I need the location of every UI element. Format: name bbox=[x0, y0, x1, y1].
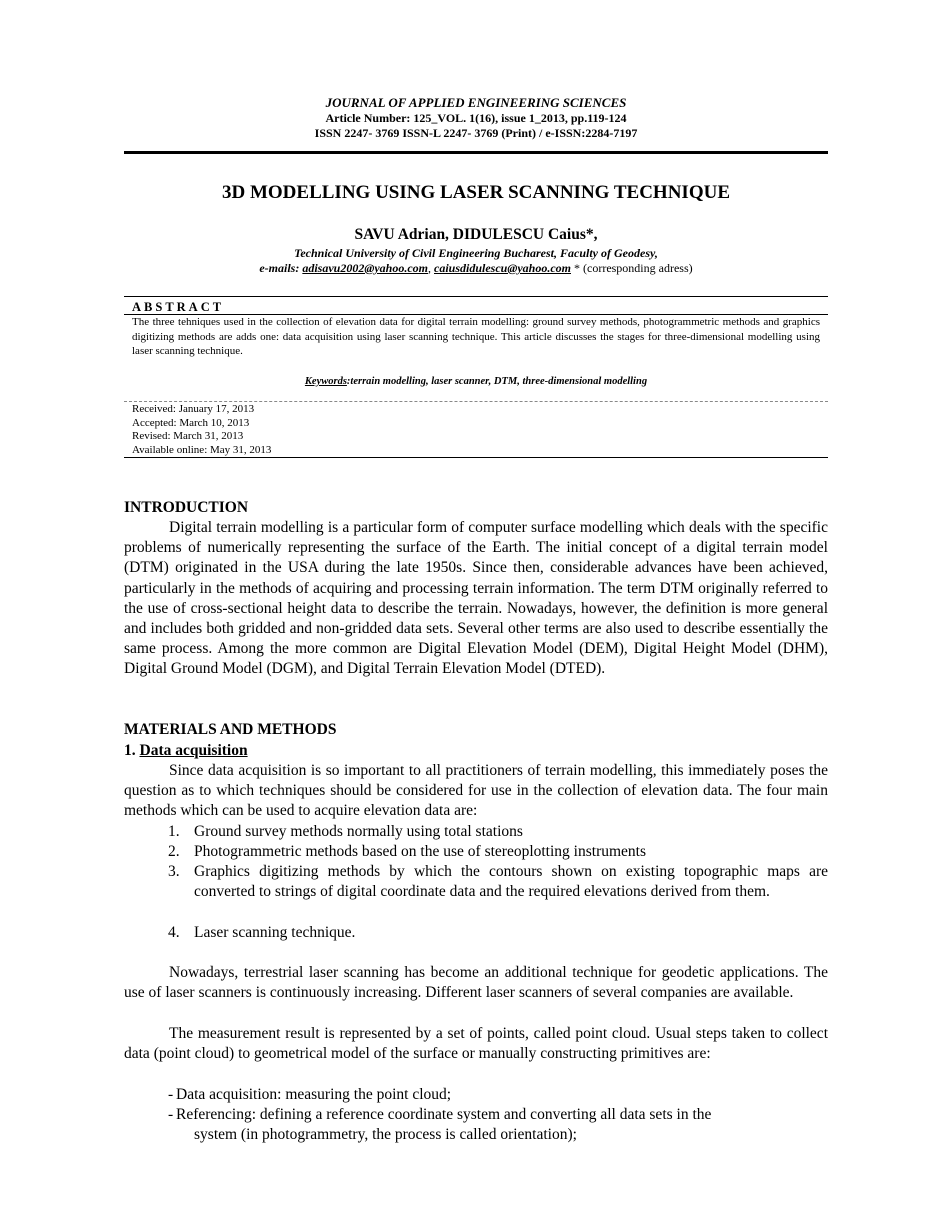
step-dash: - bbox=[168, 1106, 174, 1123]
list-item-text: Photogrammetric methods based on the use of stereoplotting instruments bbox=[194, 843, 647, 860]
journal-title: JOURNAL OF APPLIED ENGINEERING SCIENCES bbox=[325, 95, 627, 110]
date-revised: Revised: March 31, 2013 bbox=[132, 430, 244, 442]
list-item-number: 1. bbox=[168, 823, 180, 840]
introduction-heading: INTRODUCTION bbox=[124, 499, 249, 516]
list-item-text: Graphics digitizing methods by which the contours shown on existing topographic maps are converted to strings of digital coordinate data and the required elevations derived from them. bbox=[194, 863, 828, 901]
methods-paragraph-1: Since data acquisition is so important to all practitioners of terrain modelling, this immediately poses the question as to which techniques should be considered for use in the collection of elevation data. The four main methods which can be used to acquire elevation data are: bbox=[124, 762, 828, 820]
dashed-divider bbox=[124, 401, 828, 402]
step-text: Data acquisition: measuring the point cloud; bbox=[176, 1086, 452, 1103]
methods-paragraph-3: The measurement result is represented by a set of points, called point cloud. Usual steps taken to collect data (point cloud) to geometrical model of the surface or manually constructing primitives are: bbox=[124, 1025, 828, 1063]
step-text: Referencing: defining a reference coordinate system and converting all data sets in the bbox=[176, 1106, 712, 1123]
list-item-number: 3. bbox=[168, 863, 180, 880]
methods-heading: MATERIALS AND METHODS bbox=[124, 721, 337, 738]
keywords bbox=[124, 376, 828, 387]
email-note: * (corresponding adress) bbox=[574, 261, 693, 275]
date-received: Received: January 17, 2013 bbox=[132, 403, 255, 415]
list-item-number: 4. bbox=[168, 924, 180, 941]
abstract-heading: ABSTRACT bbox=[132, 300, 225, 314]
list-item bbox=[168, 842, 828, 862]
date-accepted: Accepted: March 10, 2013 bbox=[132, 416, 250, 429]
affiliation: Technical University of Civil Engineering Bucharest, Faculty of Geodesy, bbox=[294, 246, 658, 260]
list-item-number: 2. bbox=[168, 843, 180, 860]
subsection-number: 1. bbox=[124, 742, 136, 759]
paper-title: 3D MODELLING USING LASER SCANNING TECHNIQUE bbox=[222, 182, 730, 203]
step-item bbox=[168, 1085, 828, 1105]
date-online: Available online: May 31, 2013 bbox=[132, 443, 272, 456]
article-dates bbox=[132, 403, 271, 457]
subsection-heading bbox=[124, 741, 828, 761]
list-item bbox=[168, 923, 828, 943]
email-link-1[interactable]: adisavu2002@yahoo.com bbox=[302, 261, 428, 275]
abstract-text: The three tehniques used in the collection of elevation data for digital terrain modelling: ground survey methods, photogrammetric methods and graphics digitizing methods are adds one: data acquisition using laser scanning technique. This article discusses the stages for three-dimensional modelling using laser scanning technique. bbox=[132, 316, 820, 357]
keywords-label: Keywords bbox=[304, 376, 347, 387]
emails-line bbox=[124, 261, 828, 276]
list-item bbox=[168, 862, 828, 902]
subsection-title: Data acquisition bbox=[139, 742, 248, 759]
step-item bbox=[168, 1105, 828, 1145]
step-dash: - bbox=[168, 1086, 174, 1103]
keywords-list: :terrain modelling, laser scanner, DTM, three-dimensional modelling bbox=[346, 376, 648, 387]
step-text-continued: system (in photogrammetry, the process is called orientation); bbox=[194, 1126, 577, 1144]
article-number: Article Number: 125_VOL. 1(16), issue 1_2013, pp.119-124 bbox=[325, 111, 627, 125]
abstract-top-rule bbox=[124, 296, 828, 297]
methods-paragraph-2: Nowadays, terrestrial laser scanning has become an additional technique for geodetic applications. The use of laser scanners is continuously increasing. Different laser scanners of several companies are available. bbox=[124, 964, 828, 1002]
authors: SAVU Adrian, DIDULESCU Caius*, bbox=[354, 226, 598, 243]
list-item-text: Ground survey methods normally using total stations bbox=[194, 823, 523, 840]
header-rule bbox=[124, 151, 828, 154]
dates-bottom-rule bbox=[124, 457, 828, 458]
list-item-text: Laser scanning technique. bbox=[194, 924, 356, 941]
introduction-text: Digital terrain modelling is a particular form of computer surface modelling which deals with the specific problems of numerically representing the surface of the Earth. The initial concept of a digital terrain model (DTM) originated in the USA during the late 1950s. Since then, considerable advances have been achieved, particularly in the methods of acquiring and processing terrain information. The term DTM originally referred to the use of cross-sectional height data to describe the terrain. Nowadays, however, the definition is more general and includes both gridded and non-gridded data sets. Several other terms are also used to describe essentially the same process. Among the more common are Digital Elevation Model (DEM), Digital Height Model (DHM), Digital Ground Model (DGM), and Digital Terrain Elevation Model (DTED). bbox=[124, 519, 828, 678]
email-separator: , bbox=[428, 261, 431, 275]
email-label: e-mails: bbox=[259, 261, 300, 275]
issn-line: ISSN 2247- 3769 ISSN-L 2247- 3769 (Print) / e-ISSN:2284-7197 bbox=[314, 126, 638, 140]
email-link-2[interactable]: caiusdidulescu@yahoo.com bbox=[434, 261, 571, 275]
list-item bbox=[168, 822, 828, 842]
